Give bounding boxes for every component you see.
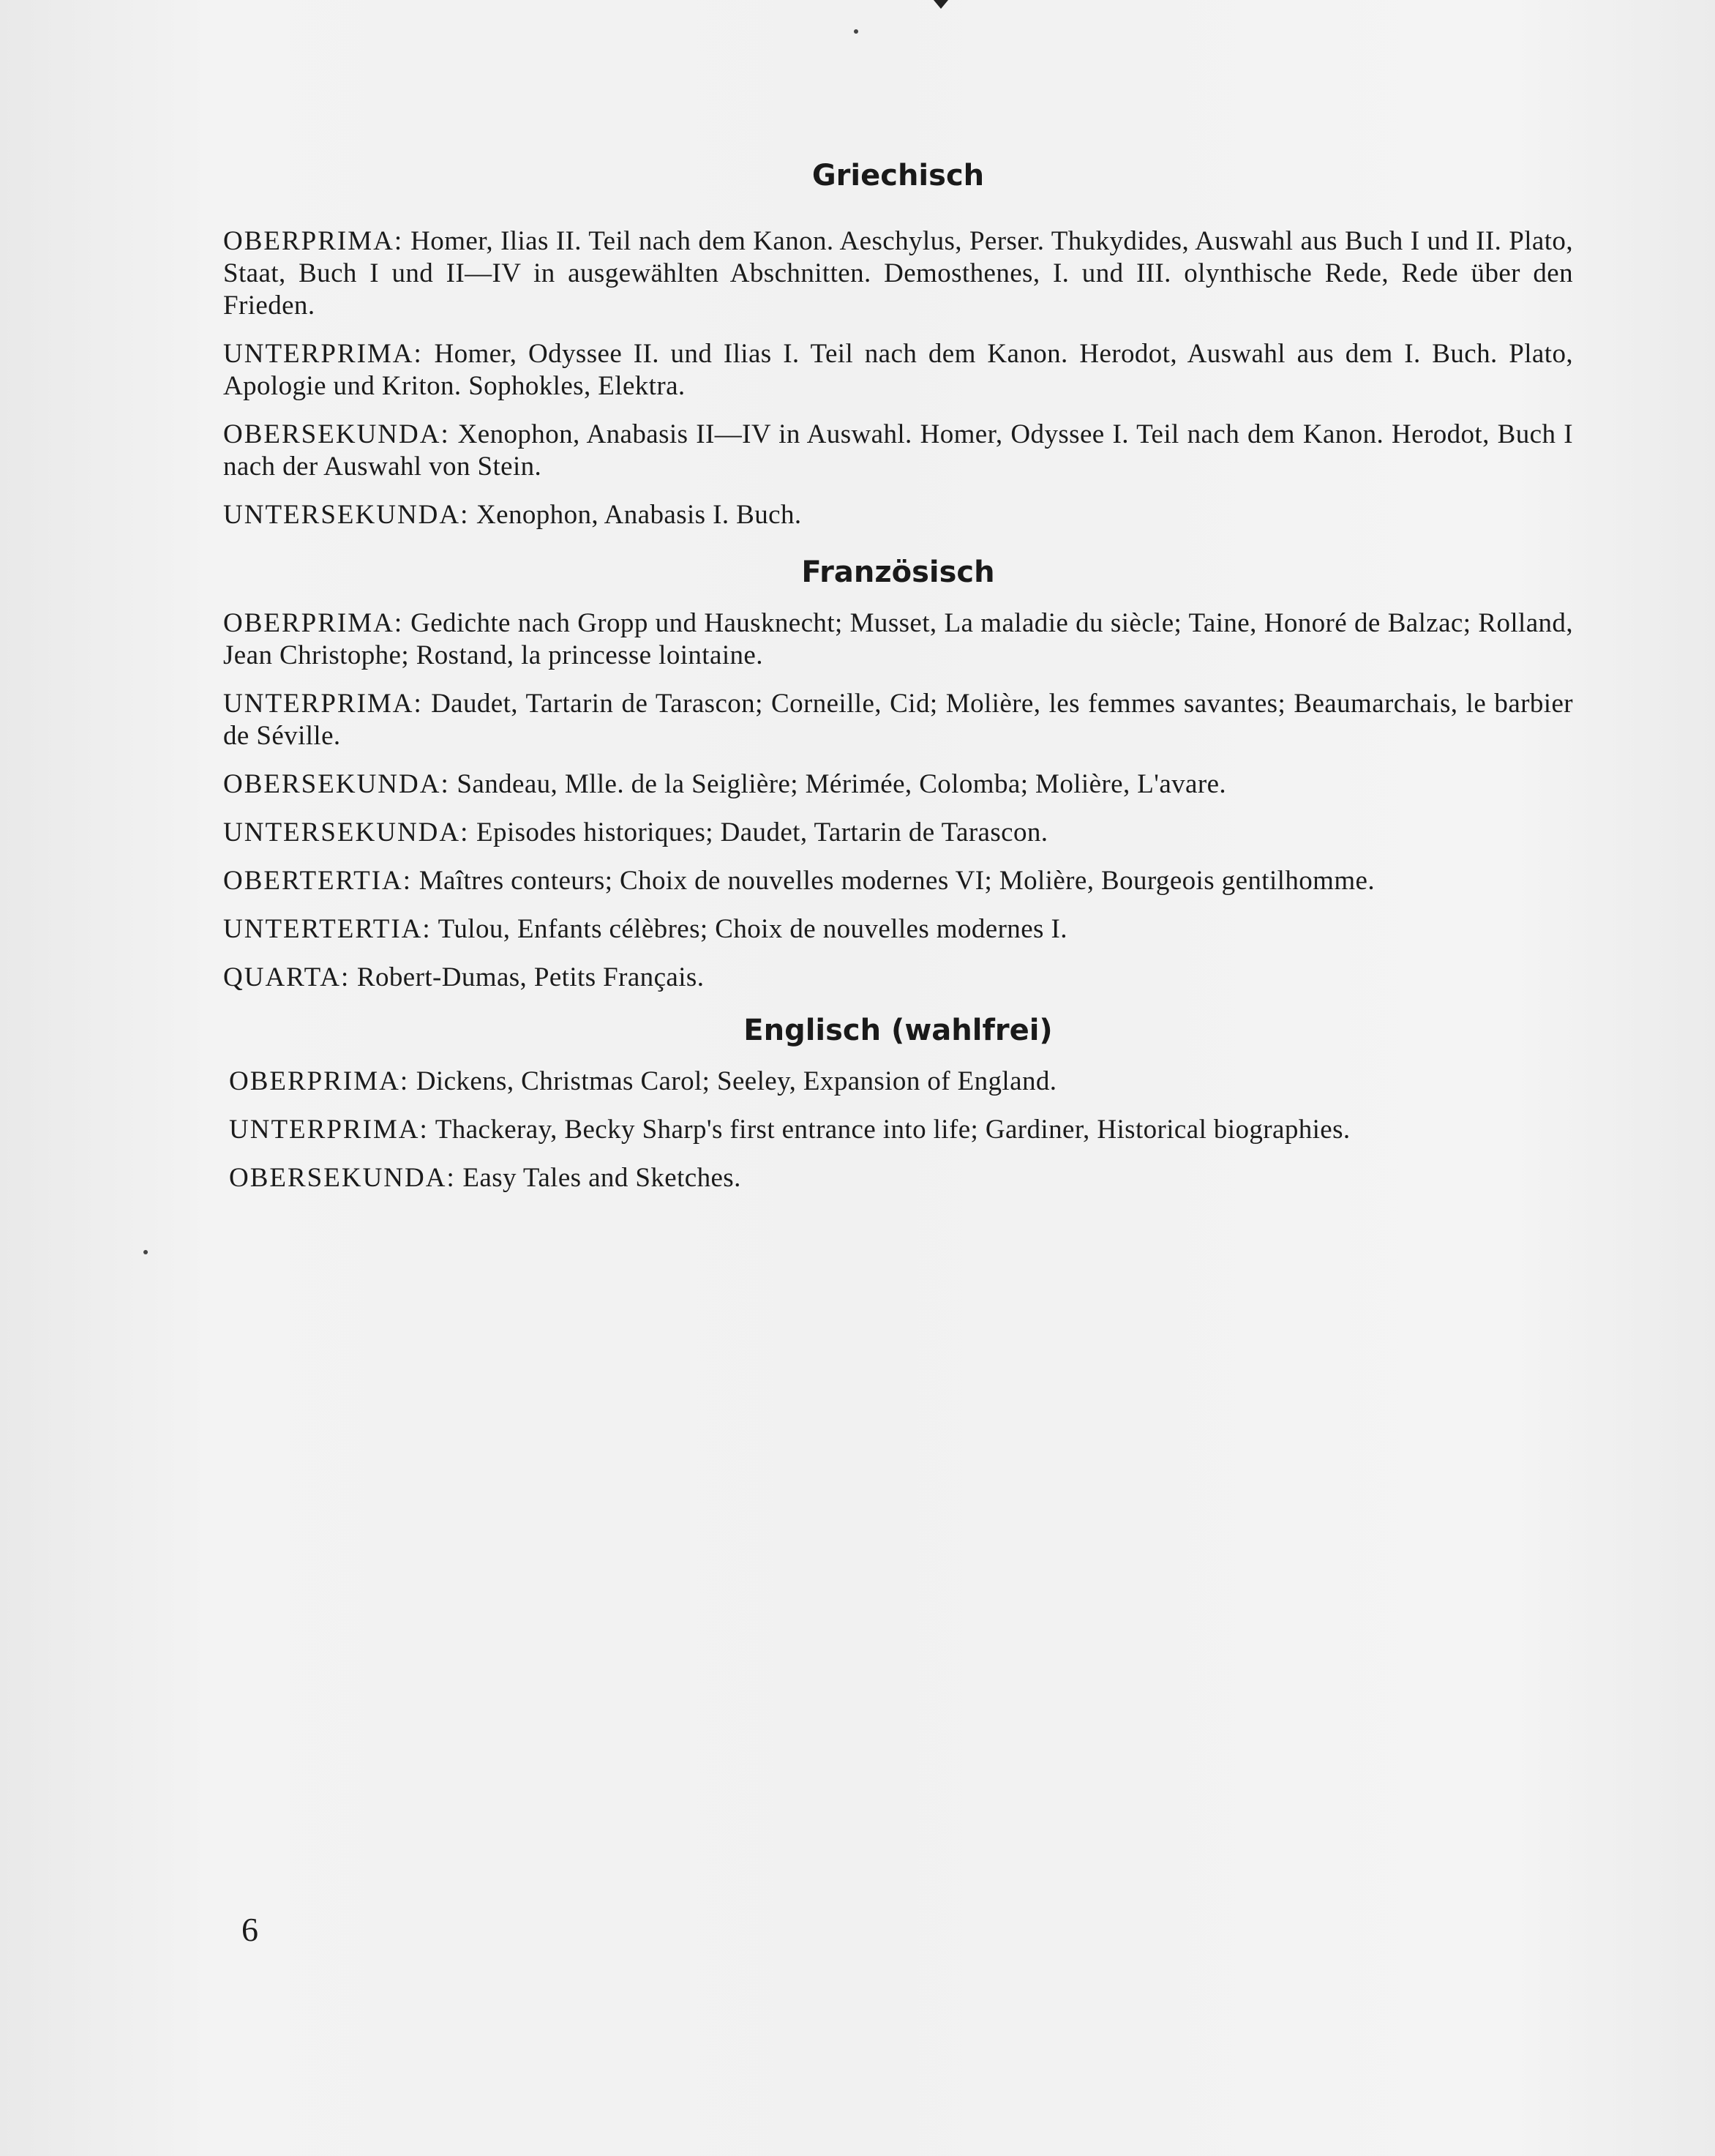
speck (143, 1250, 148, 1254)
section-title-franzoesisch: Französisch (801, 555, 995, 589)
section-title-englisch: Englisch (wahlfrei) (743, 1014, 1053, 1047)
entry-franzoesisch-obersekunda (223, 768, 1573, 801)
entry-text: Easy Tales and Sketches. (455, 1163, 741, 1193)
entry-text: Gedichte nach Gropp und Hausknecht; Musset, La maladie du siècle; Taine, Honoré de Balzac; Rolland, Jean Christophe; Rostand, la princesse lointaine. (223, 608, 1573, 670)
entry-text: Tulou, Enfants célèbres; Choix de nouvelles modernes I. (431, 914, 1067, 944)
speck (854, 29, 858, 34)
class-label: OBERPRIMA: (229, 1066, 410, 1096)
entry-text: Daudet, Tartarin de Tarascon; Corneille, Cid; Molière, les femmes savantes; Beaumarchais, le barbier de Séville. (223, 689, 1573, 751)
entry-franzoesisch-unterprima (223, 688, 1573, 752)
class-label: UNTERTERTIA: (223, 914, 432, 944)
class-label: OBERPRIMA: (223, 226, 404, 256)
entry-griechisch-obersekunda (223, 419, 1573, 483)
document-body (223, 132, 1573, 1194)
entry-text: Robert-Dumas, Petits Français. (350, 962, 705, 992)
class-label: OBERSEKUNDA: (229, 1163, 456, 1193)
entry-text: Dickens, Christmas Carol; Seeley, Expansion of England. (409, 1066, 1057, 1096)
class-label: OBERSEKUNDA: (223, 769, 450, 799)
entry-franzoesisch-oberprima (223, 607, 1573, 672)
entry-text: Xenophon, Anabasis I. Buch. (469, 500, 802, 530)
class-label: UNTERPRIMA: (223, 339, 423, 369)
entry-franzoesisch-obertertia (223, 865, 1573, 897)
entry-griechisch-untersekunda (223, 499, 1573, 531)
entry-englisch-oberprima (223, 1066, 1573, 1098)
class-label: OBERPRIMA: (223, 608, 404, 638)
entry-franzoesisch-quarta (223, 962, 1573, 994)
entry-text: Maîtres conteurs; Choix de nouvelles modernes VI; Molière, Bourgeois gentilhomme. (412, 866, 1375, 896)
entry-griechisch-oberprima (223, 225, 1573, 322)
class-label: OBERTERTIA: (223, 866, 413, 896)
page-number: 6 (241, 1911, 258, 1948)
entry-franzoesisch-untersekunda (223, 817, 1573, 849)
entry-text: Homer, Odyssee II. und Ilias I. Teil nach dem Kanon. Herodot, Auswahl aus dem I. Buch. Plato, Apologie und Kriton. Sophokles, Elektra. (223, 339, 1573, 401)
class-label: UNTERPRIMA: (229, 1115, 429, 1145)
entry-text: Episodes historiques; Daudet, Tartarin de Tarascon. (469, 817, 1048, 847)
class-label: UNTERSEKUNDA: (223, 500, 470, 530)
entry-englisch-unterprima (223, 1114, 1573, 1146)
entry-text: Sandeau, Mlle. de la Seiglière; Mérimée, Colomba; Molière, L'avare. (449, 769, 1227, 799)
entry-text: Thackeray, Becky Sharp's first entrance into life; Gardiner, Historical biographies. (428, 1115, 1351, 1145)
entry-griechisch-unterprima (223, 338, 1573, 403)
section-title-griechisch: Griechisch (811, 159, 985, 192)
entry-text: Homer, Ilias II. Teil nach dem Kanon. Aeschylus, Perser. Thukydides, Auswahl aus Buch I und II. Plato, Staat, Buch I und II—IV in ausgewählten Abschnitten. Demosthenes, I. und III. olynthische Rede, Rede über den Frieden. (223, 226, 1573, 321)
class-label: OBERSEKUNDA: (223, 419, 450, 449)
entry-text: Xenophon, Anabasis II—IV in Auswahl. Homer, Odyssee I. Teil nach dem Kanon. Herodot, Buch I nach der Auswahl von Stein. (223, 419, 1573, 482)
class-label: UNTERPRIMA: (223, 689, 423, 719)
entry-franzoesisch-untertertia (223, 913, 1573, 946)
binding-mark (934, 0, 948, 9)
entry-englisch-obersekunda (223, 1162, 1573, 1194)
class-label: QUARTA: (223, 962, 350, 992)
class-label: UNTERSEKUNDA: (223, 817, 470, 847)
